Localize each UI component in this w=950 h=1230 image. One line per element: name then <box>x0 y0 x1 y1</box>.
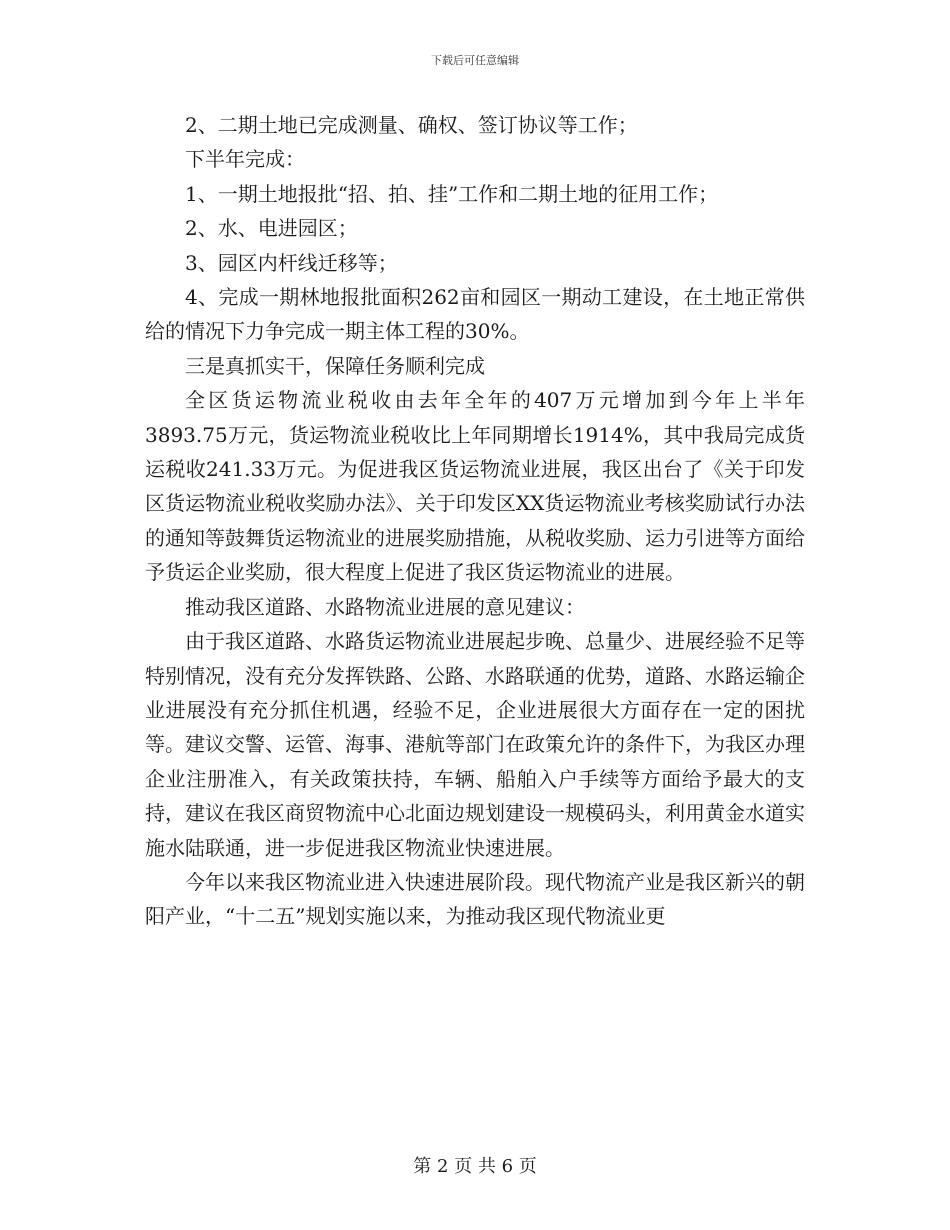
paragraph: 3、园区内杆线迁移等； <box>185 250 398 275</box>
paragraph: 由于我区道路、水路货运物流业进展起步晚、总量少、进展经验不足等特别情况，没有充分发挥铁路、公路、水路联通的优势，道路、水路运输企业进展没有充分抓住机遇，经验不足，企业进展很大方面存在一定的困扰等。建议交警、运管、海事、港航等部门在政策允许的条件下，为我区办理企业注册准入，有关政策扶持，车辆、船舶入户手续等方面给予最大的支持，建议在我区商贸物流中心北面边规划建设一规模码头，利用黄金水道实施水陆联通，进一步促进我区物流业快速进展。 <box>145 629 805 860</box>
paragraph: 1、一期土地报批“招、拍、挂”工作和二期土地的征用工作； <box>185 181 719 206</box>
paragraph: 全区货运物流业税收由去年全年的407万元增加到今年上半年3893.75万元，货运物流业税收比上年同期增长1914%，其中我局完成货运税收241.33万元。为促进我区货运物流业进展，我区出台了《关于印发区货运物流业税收奖励办法》、关于印发区XX货运物流业考核奖励试行办法的通知等鼓舞货运物流业的进展奖励措施，从税收奖励、运力引进等方面给予货运企业奖励，很大程度上促进了我区货运物流业的进展。 <box>145 388 805 585</box>
paragraph: 推动我区道路、水路物流业进展的意见建议： <box>185 594 585 619</box>
page-header: 下载后可任意编辑 <box>431 54 519 67</box>
paragraph: 4、完成一期林地报批面积262亩和园区一期动工建设，在土地正常供给的情况下力争完成一期主体工程的30%。 <box>145 285 805 344</box>
document-body <box>145 108 805 934</box>
paragraph: 下半年完成： <box>185 147 305 172</box>
paragraph: 2、水、电进园区； <box>185 216 358 241</box>
section-heading: 三是真抓实干，保障任务顺利完成 <box>185 353 485 378</box>
page-footer: 第 2 页 共 6 页 <box>413 1156 537 1177</box>
paragraph: 2、二期土地已完成测量、确权、签订协议等工作； <box>185 113 638 137</box>
paragraph: 今年以来我区物流业进入快速进展阶段。现代物流产业是我区新兴的朝阳产业，“十二五”规划实施以来，为推动我区现代物流业更 <box>145 869 805 929</box>
